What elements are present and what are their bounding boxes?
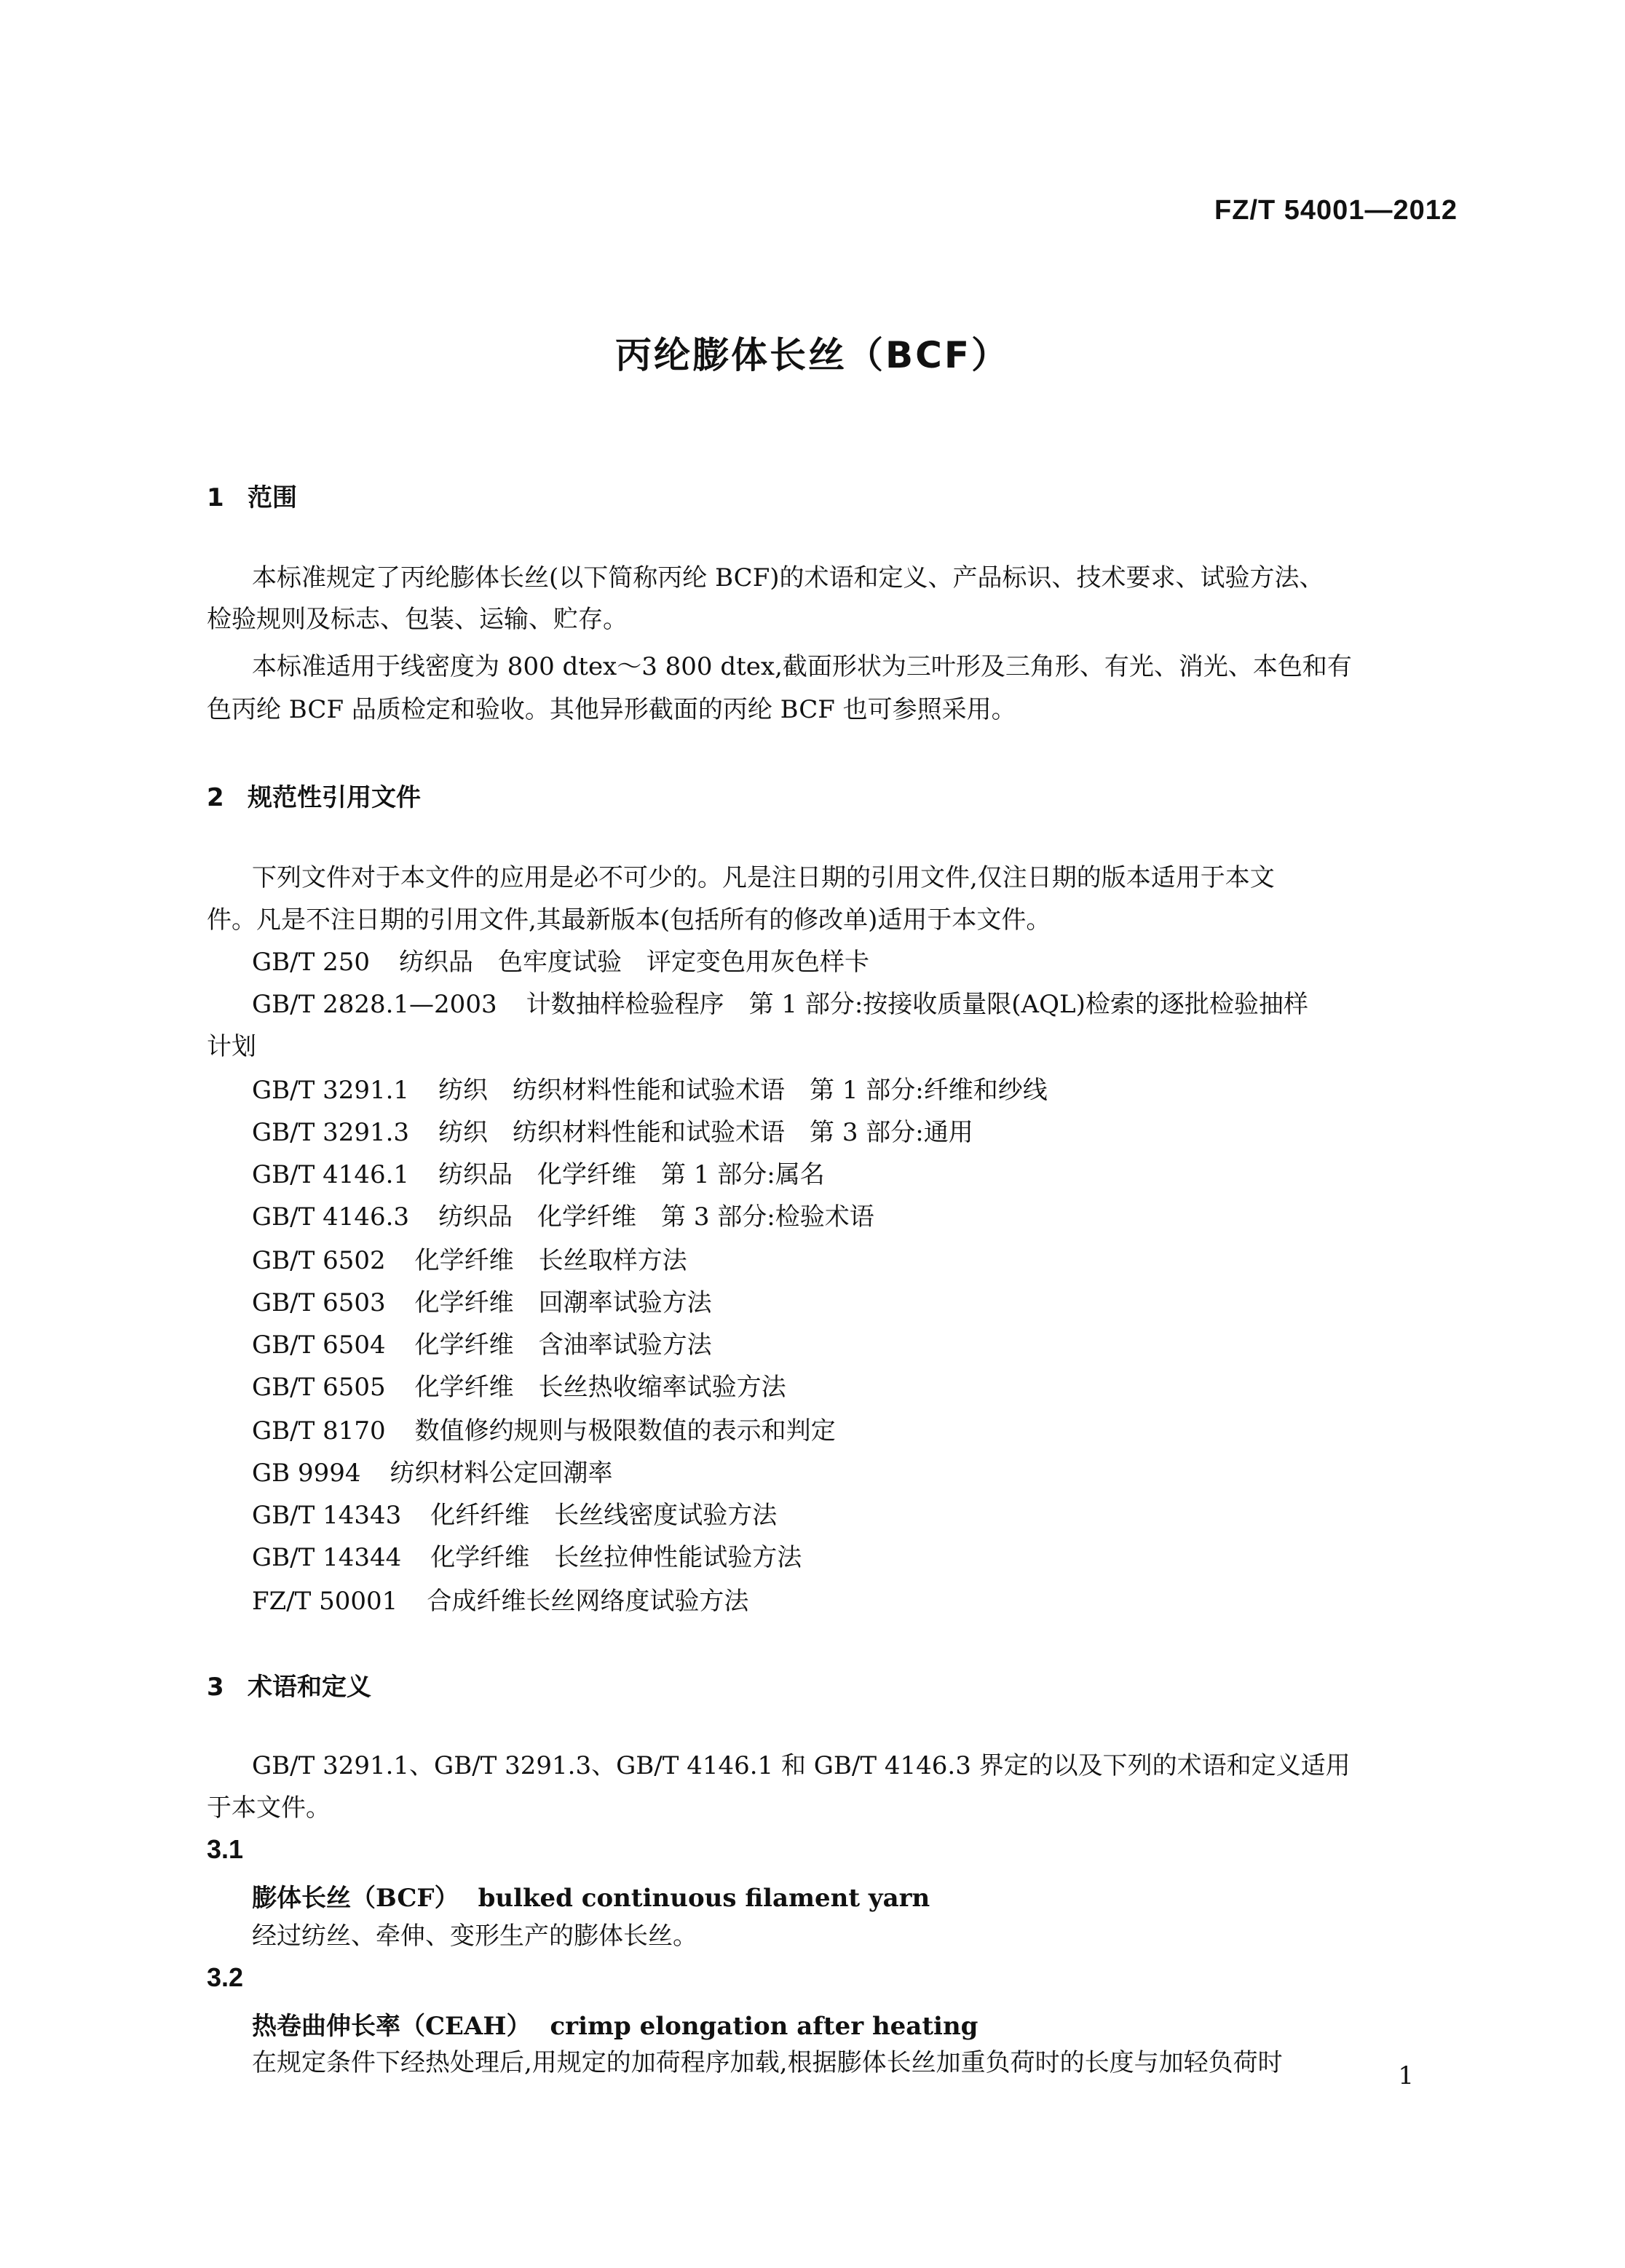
section-title: 术语和定义 <box>248 1673 371 1702</box>
section-number: 2 <box>207 783 224 812</box>
reference-title: 纺织品 化学纤维 第 3 部分:检验术语 <box>438 1202 874 1232</box>
reference-title: 计数抽样检验程序 第 1 部分:按接收质量限(AQL)检索的逐批检验抽样 <box>526 990 1308 1019</box>
reference-item <box>252 1543 802 1572</box>
term-entry <box>252 2006 978 2042</box>
subsection-number: 3.2 <box>207 1962 244 1992</box>
reference-title: 化学纤维 长丝热收缩率试验方法 <box>414 1373 786 1402</box>
reference-code: GB/T 6503 <box>252 1288 386 1317</box>
reference-item <box>252 1587 748 1616</box>
reference-item <box>252 1118 973 1147</box>
paragraph-line: 于本文件。 <box>207 1793 331 1823</box>
reference-title: 纺织品 色牢度试验 评定变色用灰色样卡 <box>398 948 869 977</box>
reference-code: GB/T 3291.3 <box>252 1118 410 1147</box>
reference-title: 纺织 纺织材料性能和试验术语 第 3 部分:通用 <box>438 1118 973 1147</box>
reference-item <box>252 990 1308 1019</box>
reference-title: 化学纤维 长丝取样方法 <box>414 1246 687 1275</box>
reference-code: GB/T 14343 <box>252 1501 402 1530</box>
page-number: 1 <box>1398 2061 1414 2090</box>
reference-item <box>252 948 869 977</box>
term-english: bulked continuous filament yarn <box>478 1884 930 1913</box>
paragraph-line: 本标准规定了丙纶膨体长丝(以下简称丙纶 BCF)的术语和定义、产品标识、技术要求、试验方法、 <box>252 563 1324 592</box>
reference-code: FZ/T 50001 <box>252 1587 398 1616</box>
reference-item <box>252 1501 777 1530</box>
reference-code: GB/T 4146.3 <box>252 1202 410 1232</box>
reference-code: GB/T 6505 <box>252 1373 386 1402</box>
term-english: crimp elongation after heating <box>550 2012 978 2041</box>
paragraph-line: 件。凡是不注日期的引用文件,其最新版本(包括所有的修改单)适用于本文件。 <box>207 905 1051 935</box>
term-definition: 经过纺丝、牵伸、变形生产的膨体长丝。 <box>252 1922 697 1951</box>
paragraph-line: 色丙纶 BCF 品质检定和验收。其他异形截面的丙纶 BCF 也可参照采用。 <box>207 695 1016 724</box>
reference-title: 合成纤维长丝网络度试验方法 <box>427 1587 749 1616</box>
section-3-heading <box>207 1667 371 1702</box>
paragraph-line: 下列文件对于本文件的应用是必不可少的。凡是注日期的引用文件,仅注日期的版本适用于本文 <box>252 863 1275 892</box>
section-1-heading <box>207 477 297 513</box>
section-number: 3 <box>207 1673 224 1702</box>
reference-title: 化学纤维 含油率试验方法 <box>414 1331 712 1360</box>
term-chinese: 膨体长丝（BCF） <box>252 1884 459 1913</box>
reference-item <box>252 1459 612 1488</box>
section-title: 规范性引用文件 <box>248 783 421 812</box>
reference-title: 化学纤维 回潮率试验方法 <box>414 1288 712 1317</box>
reference-item <box>252 1416 836 1446</box>
paragraph-line: 检验规则及标志、包装、运输、贮存。 <box>207 605 628 634</box>
document-title: 丙纶膨体长丝（BCF） <box>615 334 1010 376</box>
paragraph-line: 本标准适用于线密度为 800 dtex～3 800 dtex,截面形状为三叶形及三角形、有光、消光、本色和有 <box>252 652 1352 681</box>
term-entry <box>252 1878 930 1914</box>
reference-title: 化学纤维 长丝拉伸性能试验方法 <box>430 1543 802 1572</box>
reference-continuation: 计划 <box>207 1032 256 1061</box>
reference-code: GB/T 3291.1 <box>252 1076 410 1105</box>
paragraph-line: GB/T 3291.1、GB/T 3291.3、GB/T 4146.1 和 GB/T 4146.3 界定的以及下列的术语和定义适用 <box>252 1751 1351 1780</box>
reference-code: GB/T 4146.1 <box>252 1160 410 1189</box>
document-number: FZ/T 54001—2012 <box>1214 195 1458 226</box>
reference-code: GB/T 250 <box>252 948 370 977</box>
reference-code: GB/T 6504 <box>252 1331 386 1360</box>
section-title: 范围 <box>248 483 297 512</box>
reference-title: 数值修约规则与极限数值的表示和判定 <box>414 1416 836 1446</box>
reference-title: 纺织材料公定回潮率 <box>390 1459 613 1488</box>
reference-title: 化纤纤维 长丝线密度试验方法 <box>430 1501 778 1530</box>
reference-item <box>252 1373 786 1402</box>
reference-item <box>252 1331 712 1360</box>
reference-code: GB/T 2828.1—2003 <box>252 990 497 1019</box>
term-chinese: 热卷曲伸长率（CEAH） <box>252 2012 531 2041</box>
reference-code: GB/T 14344 <box>252 1543 402 1572</box>
section-number: 1 <box>207 483 224 512</box>
reference-title: 纺织 纺织材料性能和试验术语 第 1 部分:纤维和纱线 <box>438 1076 1048 1105</box>
section-2-heading <box>207 777 421 813</box>
reference-code: GB/T 8170 <box>252 1416 386 1446</box>
reference-code: GB 9994 <box>252 1459 361 1488</box>
reference-item <box>252 1202 874 1232</box>
term-definition: 在规定条件下经热处理后,用规定的加荷程序加载,根据膨体长丝加重负荷时的长度与加轻负荷时 <box>252 2048 1283 2077</box>
reference-title: 纺织品 化学纤维 第 1 部分:属名 <box>438 1160 825 1189</box>
subsection-number: 3.1 <box>207 1834 244 1864</box>
reference-item <box>252 1076 1048 1105</box>
reference-item <box>252 1160 825 1189</box>
reference-item <box>252 1246 687 1275</box>
reference-item <box>252 1288 712 1317</box>
reference-code: GB/T 6502 <box>252 1246 386 1275</box>
